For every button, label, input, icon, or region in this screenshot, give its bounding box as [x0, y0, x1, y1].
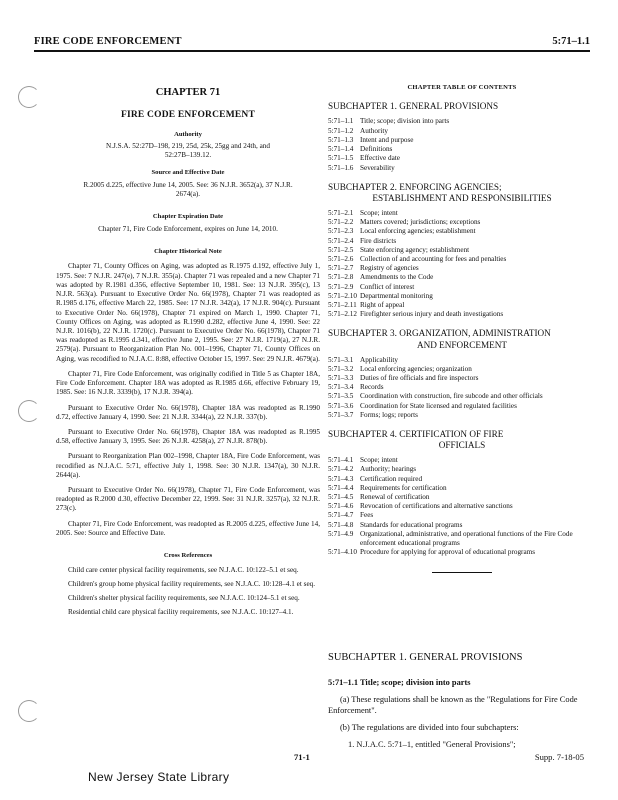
paragraph-a: (a) These regulations shall be known as the "Regulations for Fire Code Enforcement".: [328, 694, 578, 715]
toc-entry[interactable]: [328, 301, 596, 310]
toc-entry[interactable]: [328, 273, 596, 282]
toc-section-title: Requirements for certification: [360, 483, 447, 492]
history-paragraph: Chapter 71, County Offices on Aging, was adopted as R.1975 d.192, effective July 1, 1975. See: 7 N.J.R. 247(e), 7 N.J.R. 355(a). Chapter 71 was repealed and a new Chapter 71 was adopted by R.1981 d.356, effective September 10, 1981. See: 13 N.J.R. 395(c), 13 N.J.R. 563(a). Pursuant to Executive Order No. 66(1978), Chapter 71 was readopted as R.1985 d.176, effective March 22, 1985. See: 17 N.J.R. 342(a), 17 N.J.R. 904(c). Pursuant to Executive Order No. 66(1978), Chapter 71 expired on March 1, 1990. Chapter 71, County Offices on Aging, was adopted as R.1990 d.282, effective June 4, 1990. See: 22 N.J.R. 1016(b), 22 N.J.R. 1720(c). Pursuant to Executive Order No. 66(1978), Chapter 71 was readopted as R.1995 d.341, effective June 2, 1995. See: 27 N.J.R. 1719(a), 27 N.J.R. 2579(a). Pursuant to Reorganization Plan No. 001–1996, Chapter 71, County Offices on Aging, was recodified to N.J.A.C. 8:88, effective October 15, 1997. See: 29 N.J.R. 4679(a).: [56, 262, 320, 363]
cross-reference-item: Child care center physical facility requirements, see N.J.A.C. 10:122–5.1 et seq.: [68, 565, 299, 574]
toc-section-title: Right of appeal: [360, 301, 405, 310]
history-paragraph: Pursuant to Executive Order No. 66(1978), Chapter 18A was readopted as R.1990 d.72, effective January 4, 1990. See: 21 N.J.R. 3344(a), 22 N.J.R. 337(b).: [56, 403, 320, 421]
toc-section-title: Coordination with construction, fire subcode and other officials: [360, 392, 543, 401]
cross-reference-item: Children's shelter physical facility requirements, see N.J.A.C. 10:124–5.1 et seq.: [68, 594, 300, 602]
expiration-text: Chapter 71, Fire Code Enforcement, expires on June 14, 2010.: [98, 224, 278, 233]
history-notes: [56, 262, 320, 538]
toc-section-number: 5:71–3.1: [328, 355, 354, 364]
toc-section-title: Collection of and accounting for fees and penalties: [360, 254, 507, 263]
toc-section-number: 5:71–1.4: [328, 145, 354, 154]
cross-references-list: [56, 566, 320, 618]
toc-section-number: 5:71–2.3: [328, 227, 354, 236]
punch-hole-mark: [18, 400, 40, 422]
toc-section-title: Intent and purpose: [360, 135, 414, 144]
toc-entry[interactable]: [328, 127, 596, 136]
toc-section-list: [328, 456, 596, 557]
toc-section-number: 5:71–1.6: [328, 163, 354, 172]
toc-section-title: Matters covered; jurisdictions; exceptions: [360, 218, 481, 227]
toc-section-list: [328, 117, 596, 172]
toc-section-title: Fees: [360, 511, 374, 520]
divider: [432, 572, 492, 573]
toc-section-number: 5:71–1.2: [328, 126, 354, 135]
chapter-number: CHAPTER 71: [155, 87, 221, 98]
toc-section-number: 5:71–4.3: [328, 474, 354, 483]
punch-hole-mark: [18, 700, 40, 722]
toc-section-number: 5:71–2.6: [328, 254, 354, 263]
toc-subchapter-title: SUBCHAPTER 3. ORGANIZATION, ADMINISTRATION: [328, 328, 551, 339]
toc-section-title: Organizational, administrative, and operational functions of the Fire Code enforcement educational programs: [360, 529, 573, 548]
source-text: R.2005 d.225, effective June 14, 2005. See: 36 N.J.R. 3652(a), 37 N.J.R. 2674(a).: [83, 180, 293, 199]
toc-section-number: 5:71–4.6: [328, 502, 354, 511]
toc-entry[interactable]: [328, 154, 596, 163]
toc-section-number: 5:71–2.10: [328, 291, 357, 300]
page-number: 71-1: [294, 752, 310, 762]
toc-section-number: 5:71–3.2: [328, 364, 354, 373]
toc-section-title: Applicability: [360, 355, 398, 364]
toc-section-number: 5:71–1.1: [328, 117, 354, 126]
toc-section-title: Amendments to the Code: [360, 273, 434, 282]
library-stamp: New Jersey State Library: [88, 770, 230, 784]
toc-section-title: Renewal of certification: [360, 493, 430, 501]
toc-section-list: [328, 356, 596, 421]
toc-section-number: 5:71–2.2: [328, 218, 354, 227]
history-paragraph: Chapter 71, Fire Code Enforcement, was readopted as R.2005 d.225, effective June 14, 2005. See: Source and Effective Date.: [56, 519, 320, 537]
toc-entry[interactable]: [328, 164, 596, 173]
toc-section-number: 5:71–2.4: [328, 236, 354, 245]
toc-section-title: Conflict of interest: [360, 282, 415, 291]
toc-section-title: Local enforcing agencies; organization: [360, 364, 472, 373]
toc-section-list: [328, 209, 596, 320]
toc-entry[interactable]: [328, 475, 596, 484]
toc-section-number: 5:71–4.4: [328, 483, 354, 492]
left-column: [56, 72, 320, 617]
toc-section-title: Scope; intent: [360, 208, 398, 217]
toc-entry[interactable]: [328, 465, 596, 474]
toc-entry[interactable]: [328, 117, 596, 126]
toc-entry[interactable]: [328, 218, 596, 227]
toc-section-number: 5:71–2.11: [328, 301, 357, 310]
toc-section-number: 5:71–3.5: [328, 392, 354, 401]
header-title: FIRE CODE ENFORCEMENT: [34, 36, 182, 47]
toc-section-title: Scope; intent: [360, 456, 398, 465]
cross-reference-item: Children's group home physical facility requirements, see N.J.A.C. 10:128–4.1 et seq.: [68, 579, 316, 588]
toc-section-title: Effective date: [360, 154, 400, 163]
toc-section-title: Revocation of certifications and alternative sanctions: [360, 502, 513, 511]
toc-section-number: 5:71–4.7: [328, 511, 354, 520]
toc-subchapter-title: SUBCHAPTER 1. GENERAL PROVISIONS: [328, 101, 499, 112]
toc-entry[interactable]: [328, 456, 596, 465]
punch-hole-mark: [18, 86, 40, 108]
toc-section-number: 5:71–2.12: [328, 310, 357, 319]
toc-section-number: 5:71–2.8: [328, 273, 354, 282]
toc-section-number: 5:71–3.7: [328, 410, 354, 419]
toc-entry[interactable]: [328, 246, 596, 255]
expiration-heading: Chapter Expiration Date: [152, 213, 224, 221]
toc-entry[interactable]: [328, 374, 596, 383]
toc-section-number: 5:71–4.5: [328, 493, 354, 501]
toc-entry[interactable]: [328, 227, 596, 236]
toc-entry[interactable]: [328, 209, 596, 218]
toc-entry[interactable]: [328, 493, 596, 502]
history-heading: Chapter Historical Note: [154, 248, 222, 255]
toc-section-number: 5:71–1.3: [328, 135, 354, 144]
toc-subchapter-heading: [328, 182, 596, 204]
list-item: 1. N.J.A.C. 5:71–1, entitled "General Provisions";: [348, 739, 516, 749]
cross-references-heading: Cross References: [163, 552, 213, 560]
cross-reference-item: Residential child care physical facility requirements, see N.J.A.C. 10:127–4.1.: [68, 608, 294, 617]
toc-section-number: 5:71–4.2: [328, 465, 354, 474]
toc-section-number: 5:71–2.5: [328, 245, 354, 254]
source-heading: Source and Effective Date: [151, 169, 225, 177]
toc-subchapter-title-cont: ESTABLISHMENT AND RESPONSIBILITIES: [372, 192, 552, 203]
toc-entry[interactable]: [328, 411, 596, 420]
toc-section-title: Registry of agencies: [360, 264, 419, 273]
toc-section-title: Coordination for State licensed and regulated facilities: [360, 401, 517, 410]
running-header: [34, 34, 590, 52]
toc-subchapter-title-cont: OFFICIALS: [438, 440, 486, 451]
authority-heading: Authority: [174, 130, 202, 138]
toc-entry[interactable]: [328, 237, 596, 246]
toc-section-number: 5:71–1.5: [328, 154, 354, 163]
toc-entry[interactable]: [328, 511, 596, 520]
toc-entry[interactable]: [328, 264, 596, 273]
right-column: [328, 72, 596, 573]
toc-entry[interactable]: [328, 521, 596, 530]
toc-section-number: 5:71–3.3: [328, 373, 354, 382]
toc-entry[interactable]: [328, 136, 596, 145]
toc-section-number: 5:71–2.1: [328, 208, 354, 217]
section-heading: 5:71–1.1 Title; scope; division into parts: [328, 678, 471, 687]
subchapter-heading: SUBCHAPTER 1. GENERAL PROVISIONS: [328, 652, 523, 663]
table-of-contents: [328, 101, 596, 557]
paragraph-b: (b) The regulations are divided into four subchapters:: [340, 722, 519, 732]
toc-section-title: Definitions: [360, 145, 393, 154]
toc-section-title: Forms; logs; reports: [360, 410, 418, 419]
toc-title: CHAPTER TABLE OF CONTENTS: [407, 84, 517, 91]
toc-section-number: 5:71–4.8: [328, 520, 354, 529]
toc-section-number: 5:71–3.4: [328, 383, 354, 392]
history-paragraph: Chapter 71, Fire Code Enforcement, was originally codified in Title 5 as Chapter 18A, Fire Code Enforcement. Chapter 18A was adopted as R.1985 d.66, effective February 19, 1985. See: 16 N.J.R. 3339(b), 17 N.J.R. 394(a).: [56, 369, 320, 397]
toc-entry[interactable]: [328, 402, 596, 411]
toc-entry[interactable]: [328, 383, 596, 392]
toc-entry[interactable]: [328, 392, 596, 401]
toc-subchapter-title-cont: AND ENFORCEMENT: [416, 339, 508, 350]
toc-section-number: 5:71–2.7: [328, 264, 354, 273]
toc-section-number: 5:71–2.9: [328, 282, 354, 291]
section-body: [328, 672, 596, 751]
chapter-title: FIRE CODE ENFORCEMENT: [120, 110, 256, 121]
toc-entry[interactable]: [328, 530, 596, 548]
toc-entry[interactable]: [328, 255, 596, 264]
toc-section-title: Title; scope; division into parts: [360, 117, 450, 126]
toc-section-title: Procedure for applying for approval of educational programs: [360, 548, 536, 557]
toc-section-number: 5:71–3.6: [328, 401, 354, 410]
toc-section-number: 5:71–4.9: [328, 529, 354, 538]
toc-entry[interactable]: [328, 292, 596, 301]
toc-section-title: Duties of fire officials and fire inspectors: [360, 373, 479, 382]
toc-entry[interactable]: [328, 310, 596, 319]
toc-subchapter-heading: [328, 101, 596, 112]
toc-section-title: Certification required: [360, 474, 423, 483]
toc-entry[interactable]: [328, 484, 596, 493]
toc-entry[interactable]: [328, 502, 596, 511]
toc-entry[interactable]: [328, 356, 596, 365]
toc-section-title: Fire districts: [360, 236, 397, 245]
authority-text: N.J.S.A. 52:27D–198, 219, 25d, 25k, 25gg and 24th, and 52:27B–139.12.: [106, 142, 270, 160]
history-paragraph: Pursuant to Reorganization Plan 002–1998, Chapter 18A, Fire Code Enforcement, was recodified as N.J.A.C. 5:71, effective July 1, 1998. See: 30 N.J.R. 1347(a), 30 N.J.R. 2644(a).: [56, 452, 320, 479]
toc-section-title: Records: [360, 383, 384, 392]
toc-section-title: Local enforcing agencies; establishment: [360, 227, 476, 236]
toc-section-title: Firefighter serious injury and death investigations: [360, 310, 504, 319]
toc-entry[interactable]: [328, 145, 596, 154]
toc-section-title: State enforcing agency; establishment: [360, 245, 470, 254]
toc-section-title: Departmental monitoring: [360, 291, 433, 300]
toc-subchapter-title: SUBCHAPTER 2. ENFORCING AGENCIES;: [328, 181, 502, 192]
toc-subchapter-title: SUBCHAPTER 4. CERTIFICATION OF FIRE: [328, 429, 504, 440]
toc-section-number: 5:71–4.10: [328, 548, 357, 557]
toc-section-title: Authority: [360, 126, 388, 135]
toc-entry[interactable]: [328, 283, 596, 292]
history-paragraph: Pursuant to Executive Order No. 66(1978), Chapter 71, Fire Code Enforcement, was readopted as R.2000 d.30, effective December 22, 1999. See: 31 N.J.R. 3257(a), 32 N.J.R. 273(c).: [56, 486, 320, 513]
toc-subchapter-heading: [328, 429, 596, 451]
toc-entry[interactable]: [328, 548, 596, 557]
toc-section-title: Authority; hearings: [360, 465, 417, 474]
toc-entry[interactable]: [328, 365, 596, 374]
supplement-date: Supp. 7-18-05: [534, 752, 584, 762]
toc-section-title: Standards for educational programs: [360, 520, 463, 529]
toc-section-number: 5:71–4.1: [328, 456, 354, 465]
toc-section-title: Severability: [360, 163, 395, 172]
header-section: 5:71–1.1: [552, 36, 590, 47]
history-paragraph: Pursuant to Executive Order No. 66(1978), Chapter 18A was readopted as R.1995 d.58, effective January 3, 1995. See: 26 N.J.R. 4258(a), 27 N.J.R. 878(b).: [56, 427, 320, 446]
toc-subchapter-heading: [328, 328, 596, 350]
